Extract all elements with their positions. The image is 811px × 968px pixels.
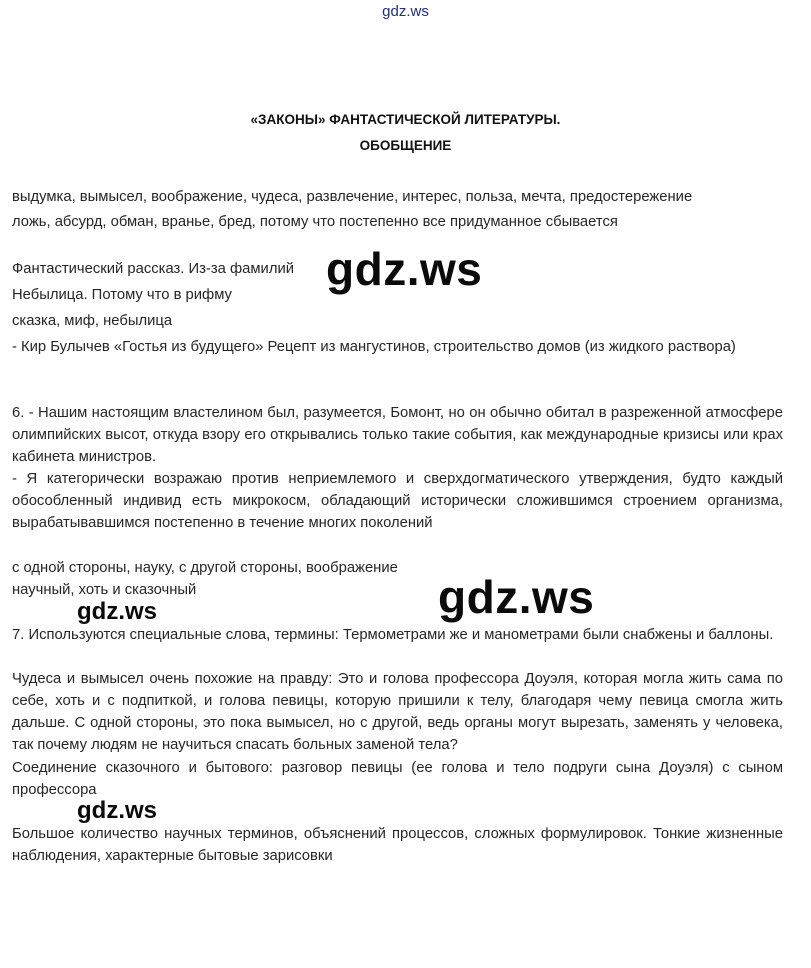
text-line-lies: ложь, абсурд, обман, вранье, бред, потому что постепенно все придуманное сбывается	[12, 214, 618, 230]
watermark-large-1: gdz.ws	[326, 243, 483, 295]
watermark-small-2: gdz.ws	[77, 797, 158, 824]
watermark-small-1: gdz.ws	[77, 598, 158, 625]
paragraph-connection: Соединение сказочного и бытового: разговор певицы (ее голова и тело подруги сына Доуэля) с сыном профессора	[12, 760, 783, 798]
text-line-fable: Небылица. Потому что в рифму	[12, 287, 232, 303]
text-line-words: выдумка, вымысел, воображение, чудеса, развлечение, интерес, польза, мечта, предостережение	[12, 189, 693, 205]
paragraph-bulychev: - Кир Булычев «Гостья из будущего» Рецепт из мангустинов, строительство домов (из жидкого раствора)	[12, 339, 736, 355]
text-line-science: с одной стороны, науку, с другой стороны, воображение	[12, 560, 398, 576]
text-line-genres: сказка, миф, небылица	[12, 313, 173, 329]
paragraph-dowell: Чудеса и вымысел очень похожие на правду: Это и голова профессора Доуэля, которая могла жить сама по себе, хоть и с подпиткой, и голова певицы, которую пришили к телу, благодаря чему певица смогла жить дальше. С одной стороны, это пока вымысел, но с другой, ведь органы могут вырезать, заменять у человека, так почему людям не научиться спасать больных заменой тела?	[12, 671, 783, 753]
text-line-story: Фантастический рассказ. Из-за фамилий	[12, 261, 294, 277]
paragraph-terms: Большое количество научных терминов, объяснений процессов, сложных формулировок. Тонкие жизненные наблюдения, характерные бытовые зарисовки	[12, 826, 783, 864]
paragraph-task-7: 7. Используются специальные слова, термины: Термометрами же и манометрами были снабжены и баллоны.	[12, 627, 774, 643]
watermark-top: gdz.ws	[382, 3, 429, 20]
page-subtitle: ОБОБЩЕНИЕ	[359, 138, 452, 153]
paragraph-quote: - Я категорически возражаю против неприемлемого и сверхдогматического утверждения, будто каждый обособленный индивид есть микрокосм, обладающий исторически сложившимся строением организма, вырабатывавшимся постепенно в течение многих поколений	[12, 471, 783, 531]
watermark-large-2: gdz.ws	[438, 571, 595, 623]
page-title: «ЗАКОНЫ» ФАНТАСТИЧЕСКОЙ ЛИТЕРАТУРЫ.	[250, 112, 561, 127]
paragraph-task-6: 6. - Нашим настоящим властелином был, разумеется, Бомонт, но он обычно обитал в разреженной атмосфере олимпийских высот, откуда взору его открывались только такие события, как международные кризисы или крах кабинета министров.	[12, 405, 783, 465]
text-line-scientific: научный, хоть и сказочный	[12, 582, 197, 598]
